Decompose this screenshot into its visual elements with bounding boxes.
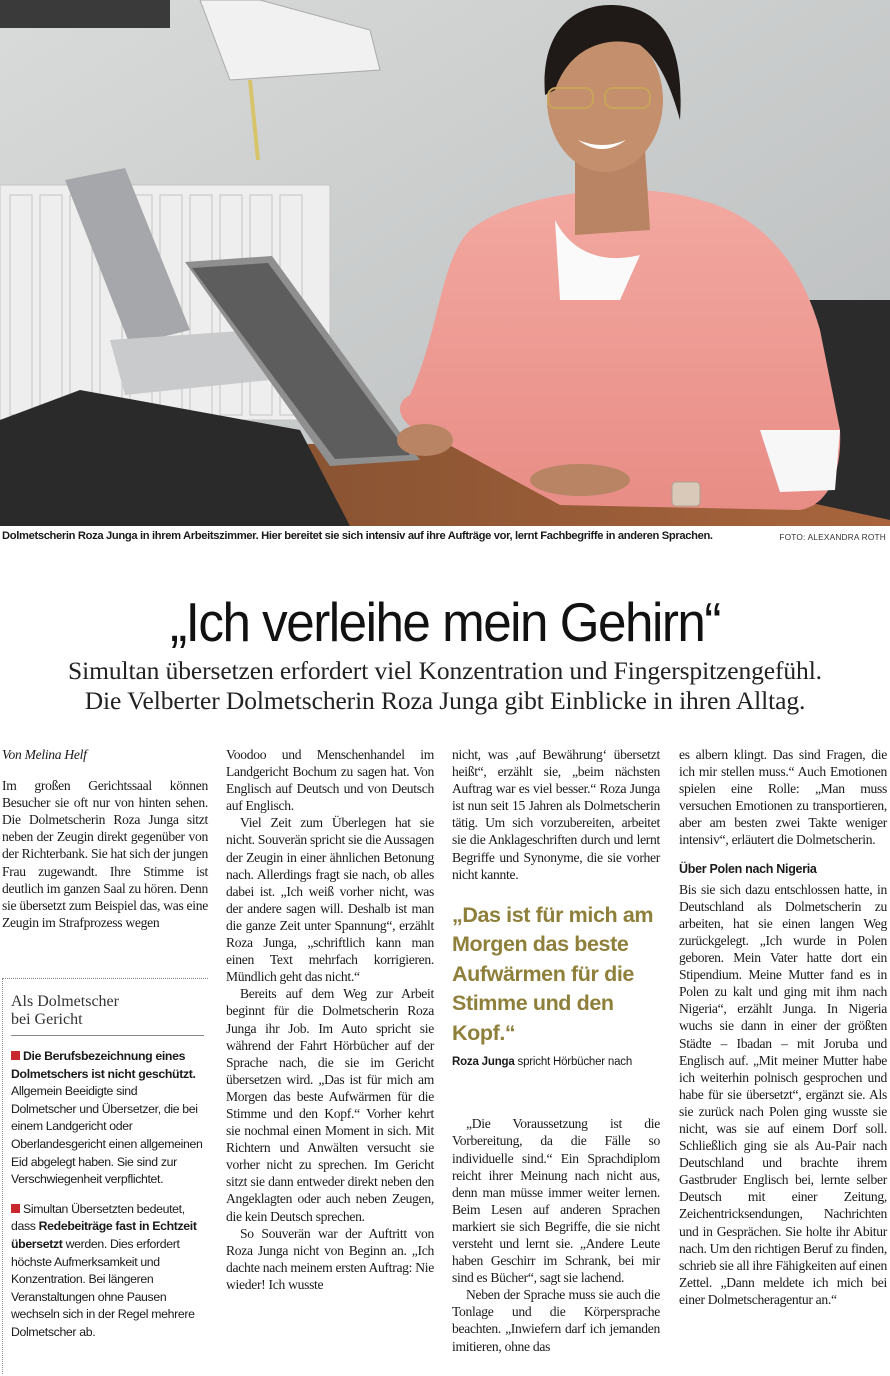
info-box-title-line-2: bei Gericht (11, 1011, 83, 1028)
article-column-4 (679, 746, 887, 1308)
pull-quote-name: Roza Junga (452, 1056, 515, 1069)
article-photo (0, 0, 890, 526)
subheadline (0, 656, 890, 716)
subheadline-line-2: Die Velberter Dolmetscherin Roza Junga gibt Einblicke in ihren Alltag. (84, 686, 806, 715)
section-subheading: Über Polen nach Nigeria (679, 861, 817, 876)
info-box-paragraph (11, 1201, 204, 1342)
article-column-1 (2, 746, 208, 931)
photo-illustration (0, 0, 890, 526)
article-column-3 (452, 746, 660, 1355)
info-box-bold: Redebeiträge fast in Echtzeit übersetzt (11, 1219, 197, 1251)
paragraph: So Souverän war der Auftritt von Roza Junga nicht von Beginn an. „Ich dachte nach meinem ersten Auftrag: Nie wieder! Ich wusste (226, 1225, 434, 1292)
paragraph: Bis sie sich dazu entschlossen hatte, in Deutschland als Dolmetscherin zu arbeiten, hat sie einen langen Weg zurückgelegt. „Ich wurde in Polen geboren. Mein Vater hatte dort ein Stipendium. Meine Mutter fand es in Polen zu kalt und ging mit ihm nach Nigeria“, erzählt Junga. In Nigeria wuchs sie dann in einer der größten Städte – Ibadan – mit Joruba und Englisch auf. „Mit meiner Mutter habe ich weiterhin polnisch gesprochen und habe für sie übersetzt“, ergänzt sie. Als sie zurück nach Polen ging wusste sie nicht, was sie auf einem Dorf soll. Schließlich ging sie als Au-Pair nach Deutschland und brachte ihrem Gastbruder Englisch bei, lernte selber Deutsch mit einer Zeitung, Zeichentricksendungen, Nachrichten und in Gesprächen. Sie holte ihr Abitur nach. Um den richtigen Beruf zu finden, schrieb sie all ihre Fähigkeiten auf einen Zettel. „Dann meldete ich mich bei einer Dolmetscheragentur an.“ (679, 881, 887, 1307)
info-box-paragraph (11, 1048, 204, 1189)
pull-quote-note: spricht Hörbücher nach (514, 1056, 633, 1069)
paragraph: Voodoo und Menschenhandel im Landgericht Bochum zu sagen hat. Von Englisch auf Deutsch und von Deutsch auf Englisch. (226, 747, 434, 814)
info-box-title-line-1: Als Dolmetscher (11, 993, 119, 1010)
photo-caption (2, 530, 888, 548)
photo-credit: FOTO: ALEXANDRA ROTH (779, 532, 886, 542)
info-box-text: werden. Dies erfordert höchste Aufmerksamkeit und Konzentration. Bei längeren Veranstaltungen ohne Pausen wechseln sich in der Regel mehrere Dolmetscher ab. (11, 1236, 195, 1339)
paragraph: Viel Zeit zum Überlegen hat sie nicht. Souverän spricht sie die Aussagen der Zeugin in einer ähnlichen Betonung nach. Allerdings fragt sie nach, ob alles dabei ist. „Ich weiß vorher nicht, was der andere sagen will. Deshalb ist man die ganze Zeit unter Spannung“, erzählt Roza Junga, „schriftlich kann man einen Text mehrfach korrigieren. Mündlich geht das nicht.“ (226, 815, 434, 985)
headline: „Ich verleihe mein Gehirn“ (170, 591, 720, 653)
caption-text: Dolmetscherin Roza Junga in ihrem Arbeitszimmer. Hier bereitet sie sich intensiv auf ihre Aufträge vor, lernt Fachbegriffe in anderen Sprachen. (2, 530, 713, 542)
paragraph: „Die Voraussetzung ist die Vorbereitung, da die Fälle so individuelle sind.“ Ein Sprachdiplom reicht ihrer Meinung nach nicht aus, denn man müsse immer weiter lernen. Beim Lesen auf anderen Sprachen markiert sie sich Begriffe, die sie nicht versteht und lernt sie. „Andere Leute haben Geschirr im Schrank, bei mir sind es Bücher“, sagt sie lachend. (452, 1116, 660, 1286)
red-square-bullet-icon (11, 1204, 20, 1213)
byline: Von Melina Helf (2, 747, 87, 762)
paragraph: es albern klingt. Das sind Fragen, die ich mir stellen muss.“ Auch Emotionen spielen eine Rolle: „Man muss versuchen Emotionen zu transportieren, aber am besten zwei Takte weniger intensiv“, erläutert die Dolmetscherin. (679, 747, 887, 848)
paragraph: Im großen Gerichtssaal können Besucher sie oft nur von hinten sehen. Die Dolmetscherin Roza Junga sitzt neben der Zeugin direkt gegenüber von der Richterbank. Sie hat sich der jungen Frau zugewandt. Ihre Stimme ist deutlich im ganzen Saal zu hören. Denn sie übersetzt zum Beispiel das, was eine Zeugin im Strafprozess wegen (2, 778, 208, 930)
subheadline-line-1: Simultan übersetzen erfordert viel Konzentration und Fingerspitzengefühl. (68, 656, 822, 685)
article-column-2 (226, 746, 434, 1293)
paragraph: nicht, was ‚auf Bewährung‘ übersetzt heißt“, erzählt sie, „beim nächsten Auftrag war es viel besser.“ Roza Junga ist nun seit 15 Jahren als Dolmetscherin tätig. Um sich vorzubereiten, arbeitet sie die Anklageschriften durch und lernt Begriffe und Synonyme, die sie vorher nicht kannte. (452, 747, 660, 882)
paragraph: Bereits auf dem Weg zur Arbeit beginnt für die Dolmetscherin Roza Junga ihr Job. Im Auto spricht sie während der Fahrt Hörbücher auf der Sprache nach, die sie im Gericht übersetzen wird. „Das ist für mich am Morgen das beste Aufwärmen für die Stimme und den Kopf.“ Vorher kehrt sie nochmal einen Moment in sich. Mit Richtern und Anwälten versucht sie vorher nicht zu sprechen. Im Gericht sitzt sie dann entweder direkt neben den Angeklagten oder auch neben Zeugen, die kein Deutsch sprechen. (226, 986, 434, 1224)
red-square-bullet-icon (11, 1051, 20, 1060)
pull-quote-source (452, 1054, 660, 1071)
pull-quote: „Das ist für mich am Morgen das beste Aufwärmen für die Stimme und den Kopf.“ (452, 902, 654, 1045)
info-box-text: Simultan Übersetzten bedeutet, dass (11, 1201, 185, 1234)
info-box-title (11, 993, 204, 1036)
info-box (2, 978, 208, 1374)
info-box-bold: Die Berufsbezeichnung eines Dolmetschers ist nicht geschützt. (11, 1049, 196, 1081)
paragraph: Neben der Sprache muss sie auch die Tonlage und die Körpersprache beachten. „Inwiefern darf ich jemanden imitieren, ohne das (452, 1287, 660, 1354)
info-box-text: Allgemein Beeidigte sind Dolmetscher und Übersetzer, die bei einem Landgericht oder Oberlandesgericht einen allgemeinen Eid abgelegt haben. Sie sind zur Verschwiegenheit verpflichtet. (11, 1084, 203, 1187)
